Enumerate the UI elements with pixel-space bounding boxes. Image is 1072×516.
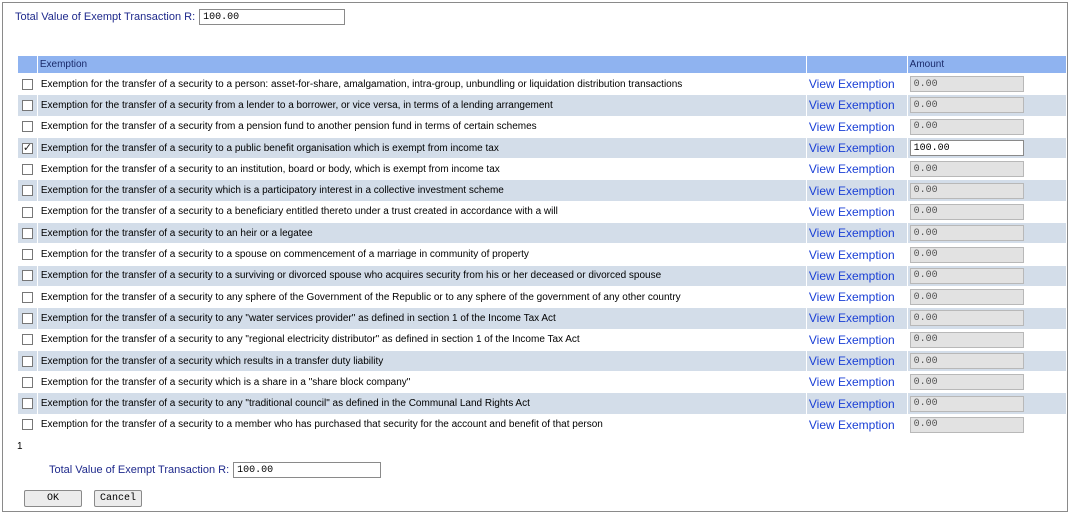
amount-input[interactable] [910,396,1024,412]
link-cell [806,180,907,201]
amount-input[interactable] [910,119,1024,135]
checkbox-cell [18,393,38,414]
amount-cell [907,350,1066,371]
top-total-input[interactable] [199,9,345,25]
link-cell [806,159,907,180]
checkbox-cell [18,286,38,307]
table-row [18,95,1067,116]
checkbox-cell [18,137,38,158]
exemption-description: Exemption for the transfer of a security which results in a transfer duty liability [37,350,806,371]
table-row [18,180,1067,201]
link-cell [806,74,907,95]
table-row [18,244,1067,265]
row-checkbox[interactable] [22,270,33,281]
row-checkbox[interactable] [22,164,33,175]
exemption-table [17,55,1067,436]
checkbox-cell [18,201,38,222]
checkbox-cell [18,265,38,286]
checkbox-cell [18,350,38,371]
amount-input[interactable] [910,183,1024,199]
amount-input[interactable] [910,247,1024,263]
link-cell [806,372,907,393]
view-exemption-link[interactable]: View Exemption [808,268,895,283]
amount-input[interactable] [910,161,1024,177]
exemption-description: Exemption for the transfer of a security to a public benefit organisation which is exempt from income tax [37,137,806,158]
exemption-description: Exemption for the transfer of a security to any sphere of the Government of the Republic or to any sphere of the government of any other country [37,286,806,307]
row-checkbox[interactable] [22,292,33,303]
table-row [18,414,1067,435]
amount-input[interactable] [910,76,1024,92]
view-exemption-link[interactable]: View Exemption [808,119,895,134]
amount-cell [907,244,1066,265]
amount-cell [907,286,1066,307]
amount-input[interactable] [910,204,1024,220]
view-exemption-link[interactable]: View Exemption [808,332,895,347]
table-row [18,265,1067,286]
amount-input[interactable] [910,374,1024,390]
row-checkbox[interactable] [22,356,33,367]
amount-input[interactable] [910,225,1024,241]
amount-input[interactable] [910,289,1024,305]
exemption-description: Exemption for the transfer of a security to any "water services provider" as defined in section 1 of the Income Tax Act [37,308,806,329]
bottom-total-label: Total Value of Exempt Transaction R: [49,464,230,476]
amount-input[interactable] [910,268,1024,284]
exemption-description: Exemption for the transfer of a security to an institution, board or body, which is exempt from income tax [37,159,806,180]
link-cell [806,95,907,116]
checkbox-cell [18,159,38,180]
amount-cell [907,414,1066,435]
row-checkbox[interactable] [22,313,33,324]
view-exemption-link[interactable]: View Exemption [808,290,895,305]
exemption-description: Exemption for the transfer of a security to any "traditional council" as defined in the Communal Land Rights Act [37,393,806,414]
row-checkbox[interactable] [22,228,33,239]
row-checkbox[interactable] [22,100,33,111]
row-checkbox[interactable] [22,419,33,430]
exemption-description: Exemption for the transfer of a security which is a participatory interest in a collective investment scheme [37,180,806,201]
view-exemption-link[interactable]: View Exemption [808,183,895,198]
amount-input[interactable] [910,140,1024,156]
table-row [18,116,1067,137]
exemption-description: Exemption for the transfer of a security to a surviving or divorced spouse who acquires security from his or her deceased or divorced spouse [37,265,806,286]
view-exemption-link[interactable]: View Exemption [808,247,895,262]
amount-cell [907,201,1066,222]
view-exemption-link[interactable]: View Exemption [808,417,895,432]
link-cell [806,265,907,286]
exemption-description: Exemption for the transfer of a security to any "regional electricity distributor" as defined in section 1 of the Income Tax Act [37,329,806,350]
amount-cell [907,393,1066,414]
amount-cell [907,180,1066,201]
bottom-total-row [49,462,381,478]
checkbox-cell [18,308,38,329]
amount-cell [907,329,1066,350]
table-row [18,329,1067,350]
table-row [18,393,1067,414]
checkbox-cell [18,74,38,95]
table-row [18,159,1067,180]
checkbox-cell [18,414,38,435]
exemption-description: Exemption for the transfer of a security to a member who has purchased that security for the account and benefit of that person [37,414,806,435]
link-cell [806,223,907,244]
link-cell [806,116,907,137]
checkbox-cell [18,372,38,393]
row-checkbox[interactable] [22,185,33,196]
exemption-description: Exemption for the transfer of a security from a lender to a borrower, or vice versa, in terms of a lending arrangement [37,95,806,116]
link-cell [806,308,907,329]
amount-cell [907,74,1066,95]
checkbox-cell [18,329,38,350]
view-exemption-link[interactable]: View Exemption [808,77,895,92]
amount-cell [907,137,1066,158]
exemption-description: Exemption for the transfer of a security to a spouse on commencement of a marriage in community of property [37,244,806,265]
header-exemption: Exemption [37,56,806,74]
checkbox-cell [18,223,38,244]
amount-input[interactable] [910,417,1024,433]
table-row [18,308,1067,329]
view-exemption-link[interactable]: View Exemption [808,354,895,368]
table-row [18,201,1067,222]
checkbox-cell [18,244,38,265]
amount-input[interactable] [910,310,1024,326]
row-checkbox[interactable] [22,207,33,218]
view-exemption-link[interactable]: View Exemption [808,204,895,219]
view-exemption-link[interactable]: View Exemption [808,375,895,390]
amount-cell [907,159,1066,180]
table-row [18,286,1067,307]
amount-cell [907,223,1066,244]
table-header-row [18,56,1067,74]
table-row [18,223,1067,244]
link-cell [806,393,907,414]
ok-button[interactable]: OK [24,490,82,507]
top-total-label: Total Value of Exempt Transaction R: [15,11,196,23]
checkbox-cell [18,180,38,201]
pager[interactable]: 1 [17,441,23,452]
link-cell [806,329,907,350]
header-link [806,56,907,74]
view-exemption-link[interactable]: View Exemption [808,141,895,156]
exemption-description: Exemption for the transfer of a security to a beneficiary entitled thereto under a trust created in accordance with a will [37,201,806,222]
exemption-description: Exemption for the transfer of a security which is a share in a "share block company" [37,372,806,393]
link-cell [806,350,907,371]
view-exemption-link[interactable]: View Exemption [808,311,895,326]
row-checkbox[interactable] [22,121,33,132]
table-row [18,350,1067,371]
view-exemption-link[interactable]: View Exemption [808,162,895,177]
amount-cell [907,95,1066,116]
row-checkbox[interactable] [22,377,33,388]
table-row [18,74,1067,95]
checkbox-cell [18,95,38,116]
amount-cell [907,308,1066,329]
view-exemption-link[interactable]: View Exemption [808,396,895,411]
header-checkbox-cell [18,56,38,74]
cancel-button[interactable]: Cancel [94,490,142,507]
table-row [18,372,1067,393]
exemption-description: Exemption for the transfer of a security to a person: asset-for-share, amalgamation, intra-group, unbundling or liquidation distribution transactions [37,74,806,95]
link-cell [806,137,907,158]
table-body [18,74,1067,436]
amount-input[interactable] [910,332,1024,348]
exemption-description: Exemption for the transfer of a security to an heir or a legatee [37,223,806,244]
amount-cell [907,265,1066,286]
row-checkbox[interactable] [22,334,33,345]
link-cell [806,414,907,435]
amount-input[interactable] [910,97,1024,113]
link-cell [806,201,907,222]
link-cell [806,286,907,307]
row-checkbox[interactable] [22,79,33,90]
header-amount: Amount [907,56,1066,74]
checkbox-cell [18,116,38,137]
row-checkbox[interactable] [22,143,33,154]
exemption-description: Exemption for the transfer of a security from a pension fund to another pension fund in terms of certain schemes [37,116,806,137]
link-cell [806,244,907,265]
view-exemption-link[interactable]: View Exemption [808,98,895,113]
amount-input[interactable] [910,353,1024,369]
row-checkbox[interactable] [22,398,33,409]
exemption-dialog [2,2,1068,512]
view-exemption-link[interactable]: View Exemption [808,226,895,241]
amount-cell [907,372,1066,393]
row-checkbox[interactable] [22,249,33,260]
table-row [18,137,1067,158]
bottom-total-input[interactable] [233,462,381,478]
top-total-row [15,9,345,25]
amount-cell [907,116,1066,137]
